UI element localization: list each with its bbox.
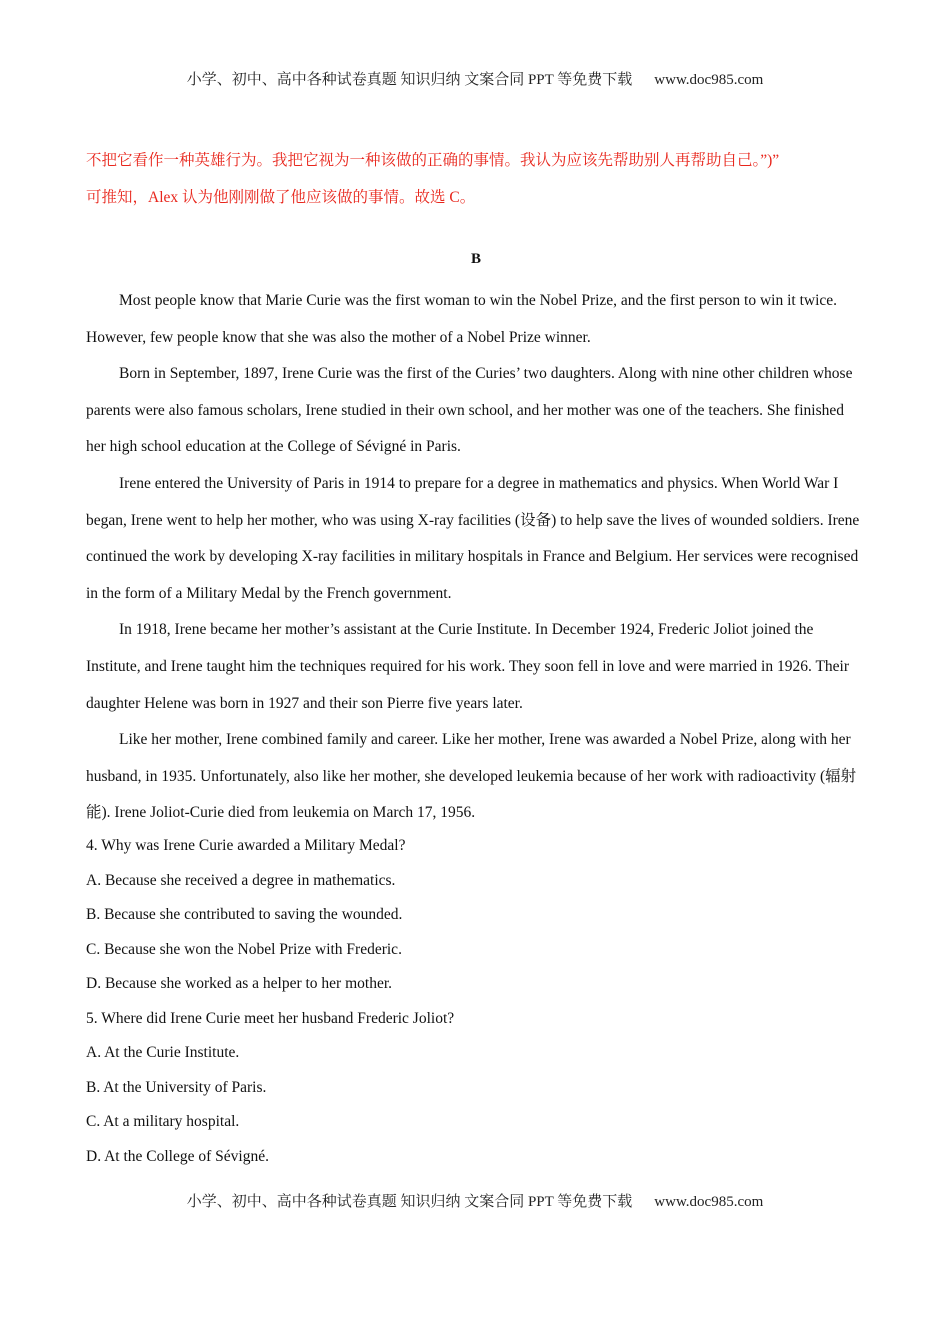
question-5-option-d: D. At the College of Sévigné. (86, 1147, 269, 1165)
footer-url[interactable]: www.doc985.com (654, 1194, 764, 1210)
header-url[interactable]: www.doc985.com (654, 72, 764, 88)
question-5-stem: 5. Where did Irene Curie meet her husband Frederic Joliot? (86, 1009, 455, 1027)
section-title: B (470, 251, 481, 267)
question-4-stem: 4. Why was Irene Curie awarded a Military Medal? (86, 837, 406, 854)
passage-paragraph-3: Irene entered the University of Paris in 1914 to prepare for a degree in mathematics and physics. When World War I began, Irene went to help her mother, who was using X-ray facilities (设备) to help save the lives of wounded soldiers. Irene continued the work by developing X-ray facilities in military hospitals in France and Belgium. Her services were recognised in the form of a Military Medal by the French government. (86, 474, 860, 602)
question-5-option-b: B. At the University of Paris. (86, 1078, 267, 1096)
header-text: 小学、初中、高中各种试卷真题 知识归纳 文案合同 PPT 等免费下载 (186, 72, 633, 88)
footer-text: 小学、初中、高中各种试卷真题 知识归纳 文案合同 PPT 等免费下载 (186, 1194, 633, 1210)
question-5-option-c: C. At a military hospital. (86, 1113, 240, 1130)
passage-paragraph-1: Most people know that Marie Curie was the first woman to win the Nobel Prize, and the first person to win it twice. However, few people know that she was also the mother of a Nobel Prize winner. (86, 292, 838, 346)
answer-line-2: 可推知，Alex 认为他刚刚做了他应该做的事情。故选 C。 (86, 189, 476, 206)
question-5-option-a: A. At the Curie Institute. (86, 1044, 240, 1061)
passage-paragraph-5: Like her mother, Irene combined family and career. Like her mother, Irene was awarded a Nobel Prize, along with her husband, in 1935. Unfortunately, also like her mother, she developed leukemia because of her work with radioactivity (辐射能). Irene Joliot-Curie died from leukemia on March 17, 1956. (86, 731, 857, 822)
page-header (0, 68, 950, 89)
question-4-option-d: D. Because she worked as a helper to her mother. (86, 975, 393, 992)
page-content (86, 142, 866, 1165)
question-4-option-b: B. Because she contributed to saving the wounded. (86, 906, 403, 923)
page-footer (0, 1190, 950, 1211)
question-4-option-a: A. Because she received a degree in mathematics. (86, 871, 396, 889)
question-list (86, 829, 866, 1174)
reading-passage (86, 283, 866, 832)
passage-paragraph-2: Born in September, 1897, Irene Curie was the first of the Curies’ two daughters. Along with nine other children whose parents were also famous scholars, Irene studied in their own school, and her mother was one of the teachers. She finished her high school education at the College of Sévigné in Paris. (86, 365, 853, 456)
answer-line-1: 不把它看作一种英雄行为。我把它视为一种该做的正确的事情。我认为应该先帮助别人再帮助自己。”)” (86, 152, 780, 169)
answer-explanation (86, 142, 866, 216)
question-4-option-c: C. Because she won the Nobel Prize with Frederic. (86, 940, 402, 958)
passage-paragraph-4: In 1918, Irene became her mother’s assistant at the Curie Institute. In December 1924, Frederic Joliot joined the Institute, and Irene taught him the techniques required for his work. They soon fell in love and were married in 1926. Their daughter Helene was born in 1927 and their son Pierre five years later. (86, 621, 850, 712)
